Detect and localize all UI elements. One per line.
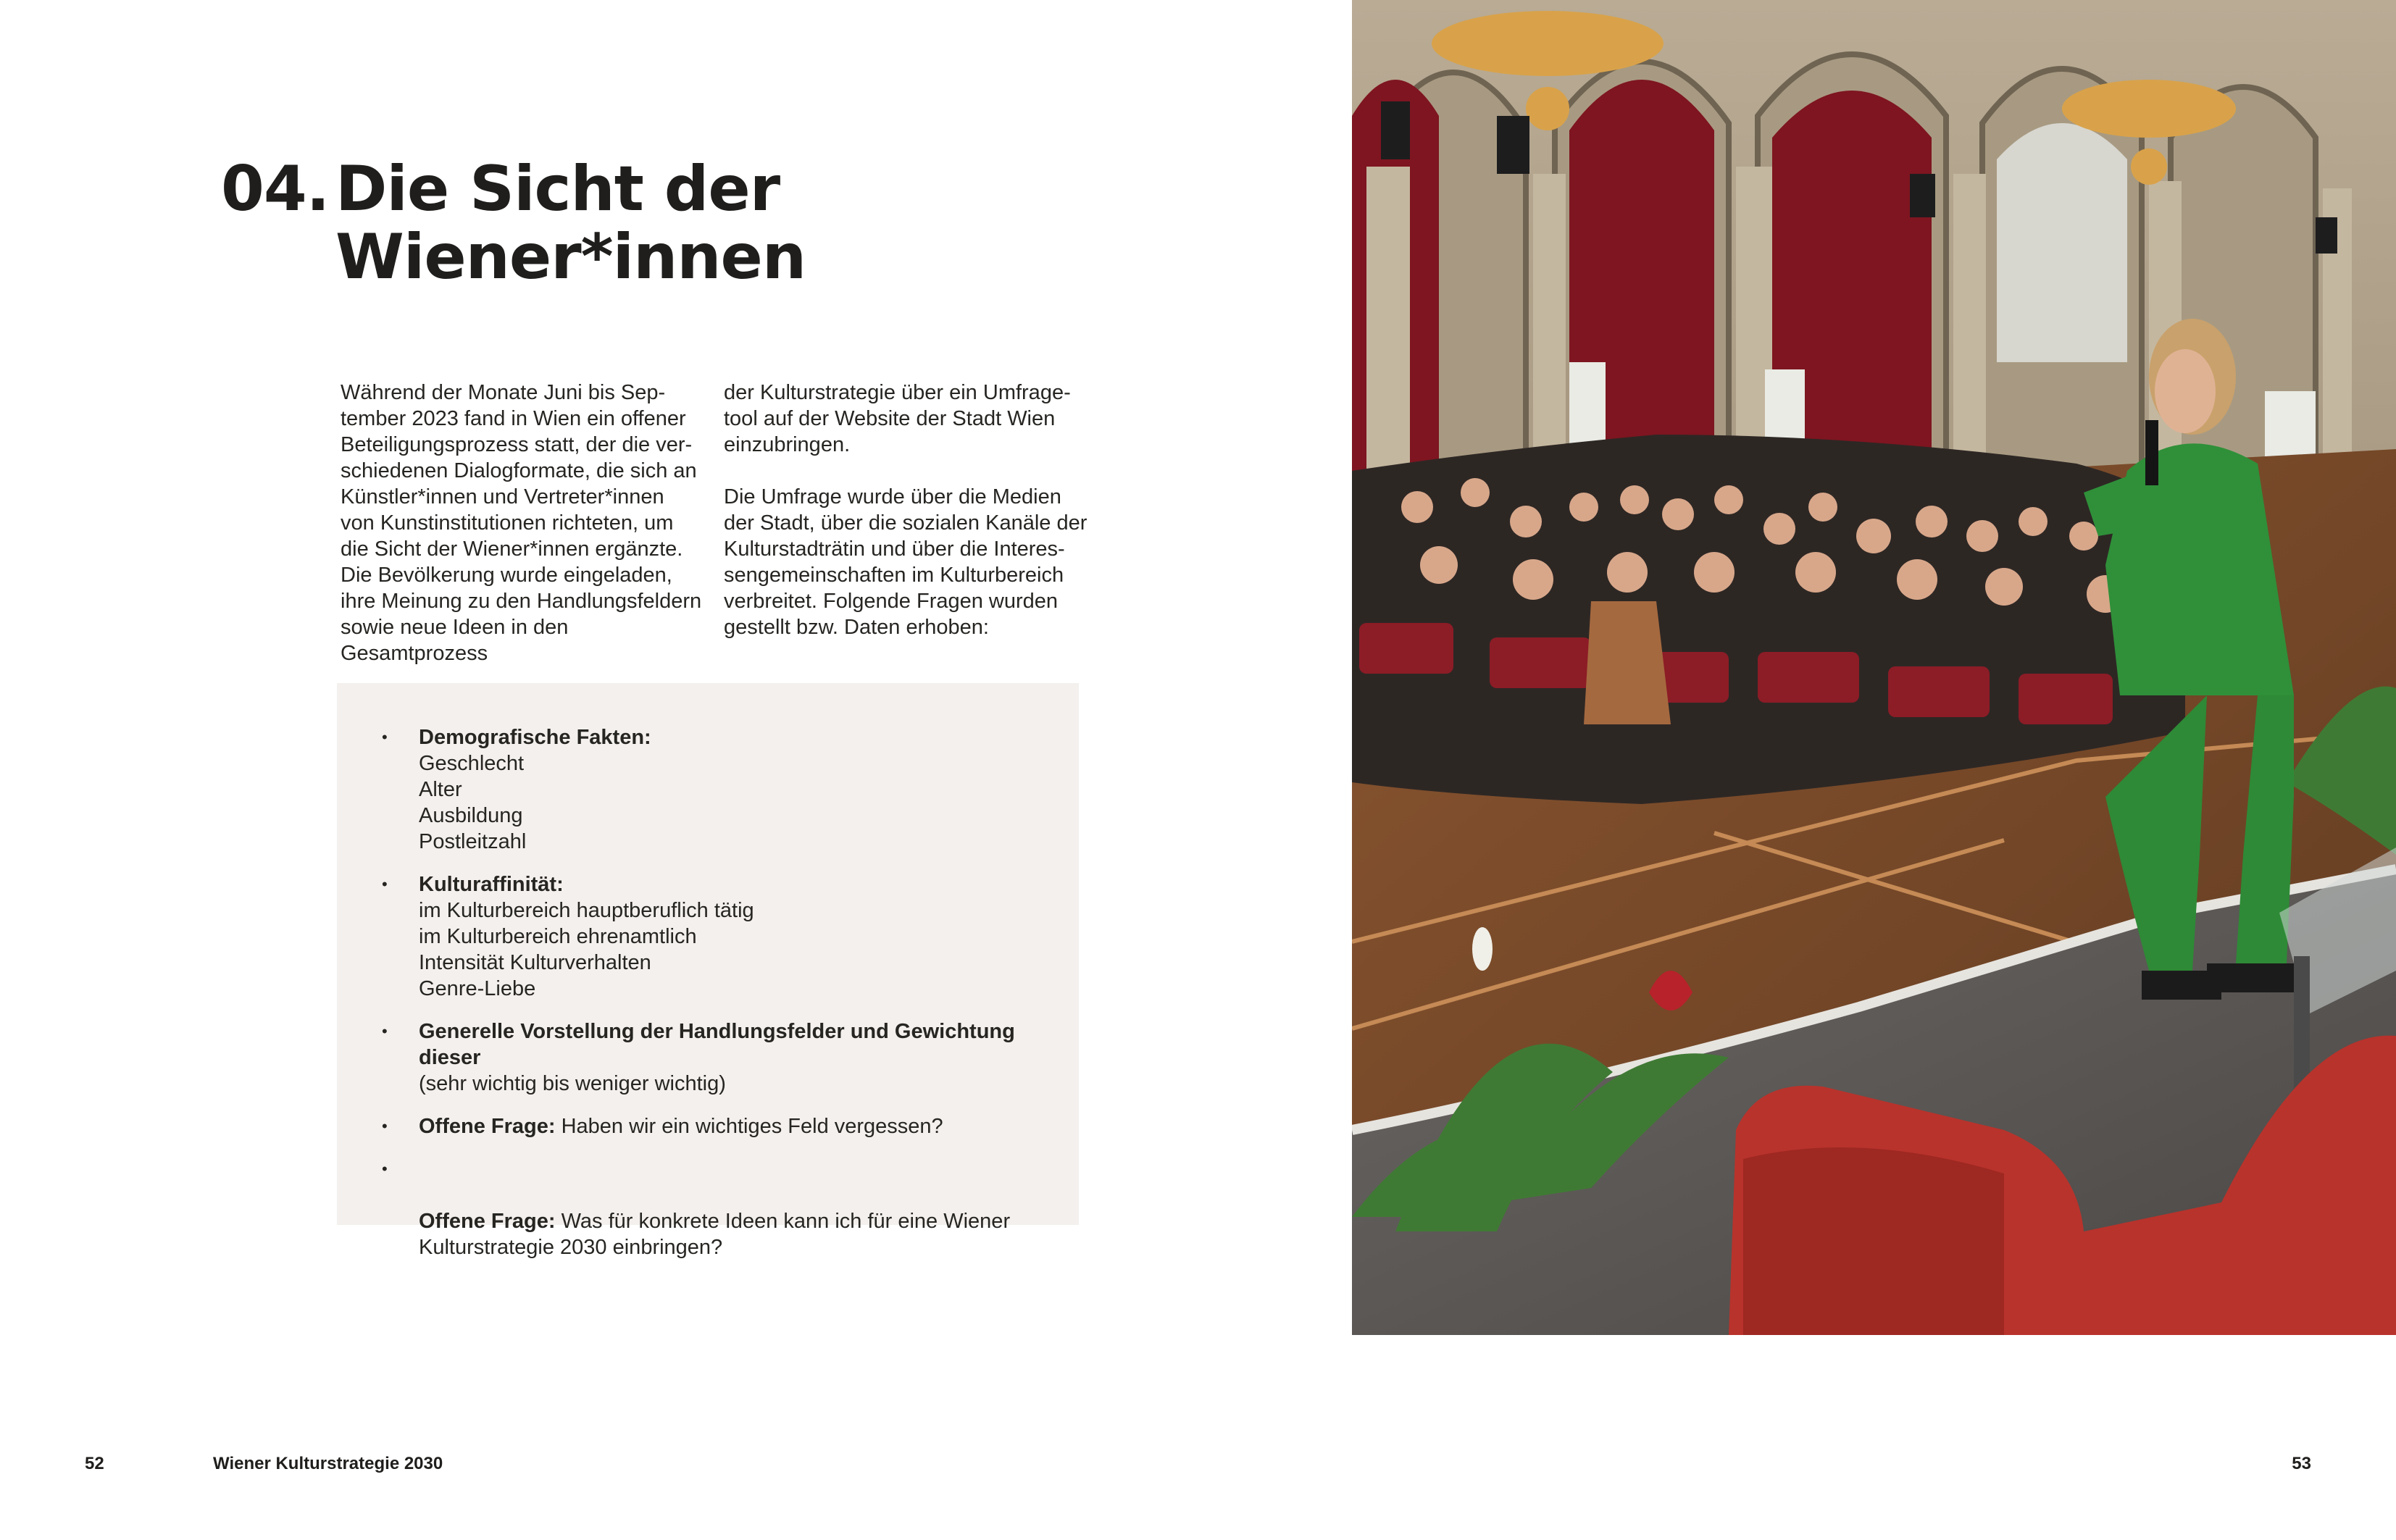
page-number-left: 52 <box>85 1454 104 1473</box>
list-item-title: Kulturaffinität: <box>419 873 564 896</box>
list-item-sub: Genre-Liebe <box>419 977 536 1000</box>
bullet-icon: • <box>382 875 388 893</box>
list-item-sub: im Kulturbereich hauptberuflich tätig <box>419 899 754 922</box>
list-item <box>337 1018 1079 1097</box>
list-item-sub: Intensität Kulturverhalten <box>419 951 651 974</box>
list-item <box>337 724 1079 855</box>
list-item-title: Demografische Fakten: <box>419 726 651 749</box>
list-item <box>337 1113 1079 1139</box>
body-column-left <box>341 380 717 692</box>
bullet-icon: • <box>382 1160 388 1178</box>
chapter-title-line-1: Die Sicht der <box>335 153 780 225</box>
list-item-sub: Ausbildung <box>419 804 523 827</box>
bullet-icon: • <box>382 728 388 746</box>
survey-questions-box <box>337 683 1079 1259</box>
list-item <box>337 1156 1079 1260</box>
body-paragraph: Die Umfrage wurde über die Medien der Stadt, über die sozialen Kanäle der Kulturstadträtin und über die Interes- sengemeinschaften im Kulturbereich verbreitet. Folgende Fragen wurden gestellt bzw. Daten erhoben: <box>724 485 1088 639</box>
list-item-title: Offene Frage: <box>419 1115 556 1138</box>
bullet-icon: • <box>382 1117 388 1135</box>
list-item-sub: Postleitzahl <box>419 830 527 853</box>
list-item-title: Generelle Vorstellung der Handlungsfelder und Gewichtung dieser <box>419 1020 1015 1069</box>
bullet-icon: • <box>382 1022 388 1040</box>
body-paragraph: der Kulturstrategie über ein Umfrage- tool auf der Website der Stadt Wien einzubringen. <box>724 381 1071 456</box>
list-item-sub: im Kulturbereich ehrenamtlich <box>419 925 697 948</box>
survey-question-list <box>337 724 1079 1277</box>
body-paragraph: Während der Monate Juni bis Sep- tember 2023 fand in Wien ein offener Beteiligungsprozess statt, der die ver- schiedenen Dialogformate, die sich an Künstler*innen und Vertreter*innen von Kunstinstitutionen richteten, um die Sicht der Wiener*innen ergänzte. Die Bevölkerung wurde eingeladen, ihre Meinung zu den Handlungsfeldern sowie neue Ideen in den Gesamtprozess <box>341 381 702 665</box>
list-item-title: Offene Frage: <box>419 1210 556 1233</box>
list-item-sub: (sehr wichtig bis weniger wichtig) <box>419 1072 726 1095</box>
event-photo <box>1352 0 2396 1335</box>
body-column-right <box>724 380 1101 666</box>
chapter-number: 04. <box>221 153 330 225</box>
chapter-title-line-2: Wiener*innen <box>335 221 806 293</box>
publication-title: Wiener Kulturstrategie 2030 <box>213 1454 443 1473</box>
list-item-text: Haben wir ein wichtiges Feld vergessen? <box>555 1115 943 1138</box>
list-item <box>337 871 1079 1002</box>
list-item-sub: Geschlecht <box>419 752 525 775</box>
page-number-right: 53 <box>2292 1454 2311 1473</box>
list-item-sub: Alter <box>419 778 462 801</box>
list-item-text: Was für konkrete Ideen kann ich für eine Wiener Kulturstrategie 2030 einbringen? <box>419 1210 1011 1259</box>
